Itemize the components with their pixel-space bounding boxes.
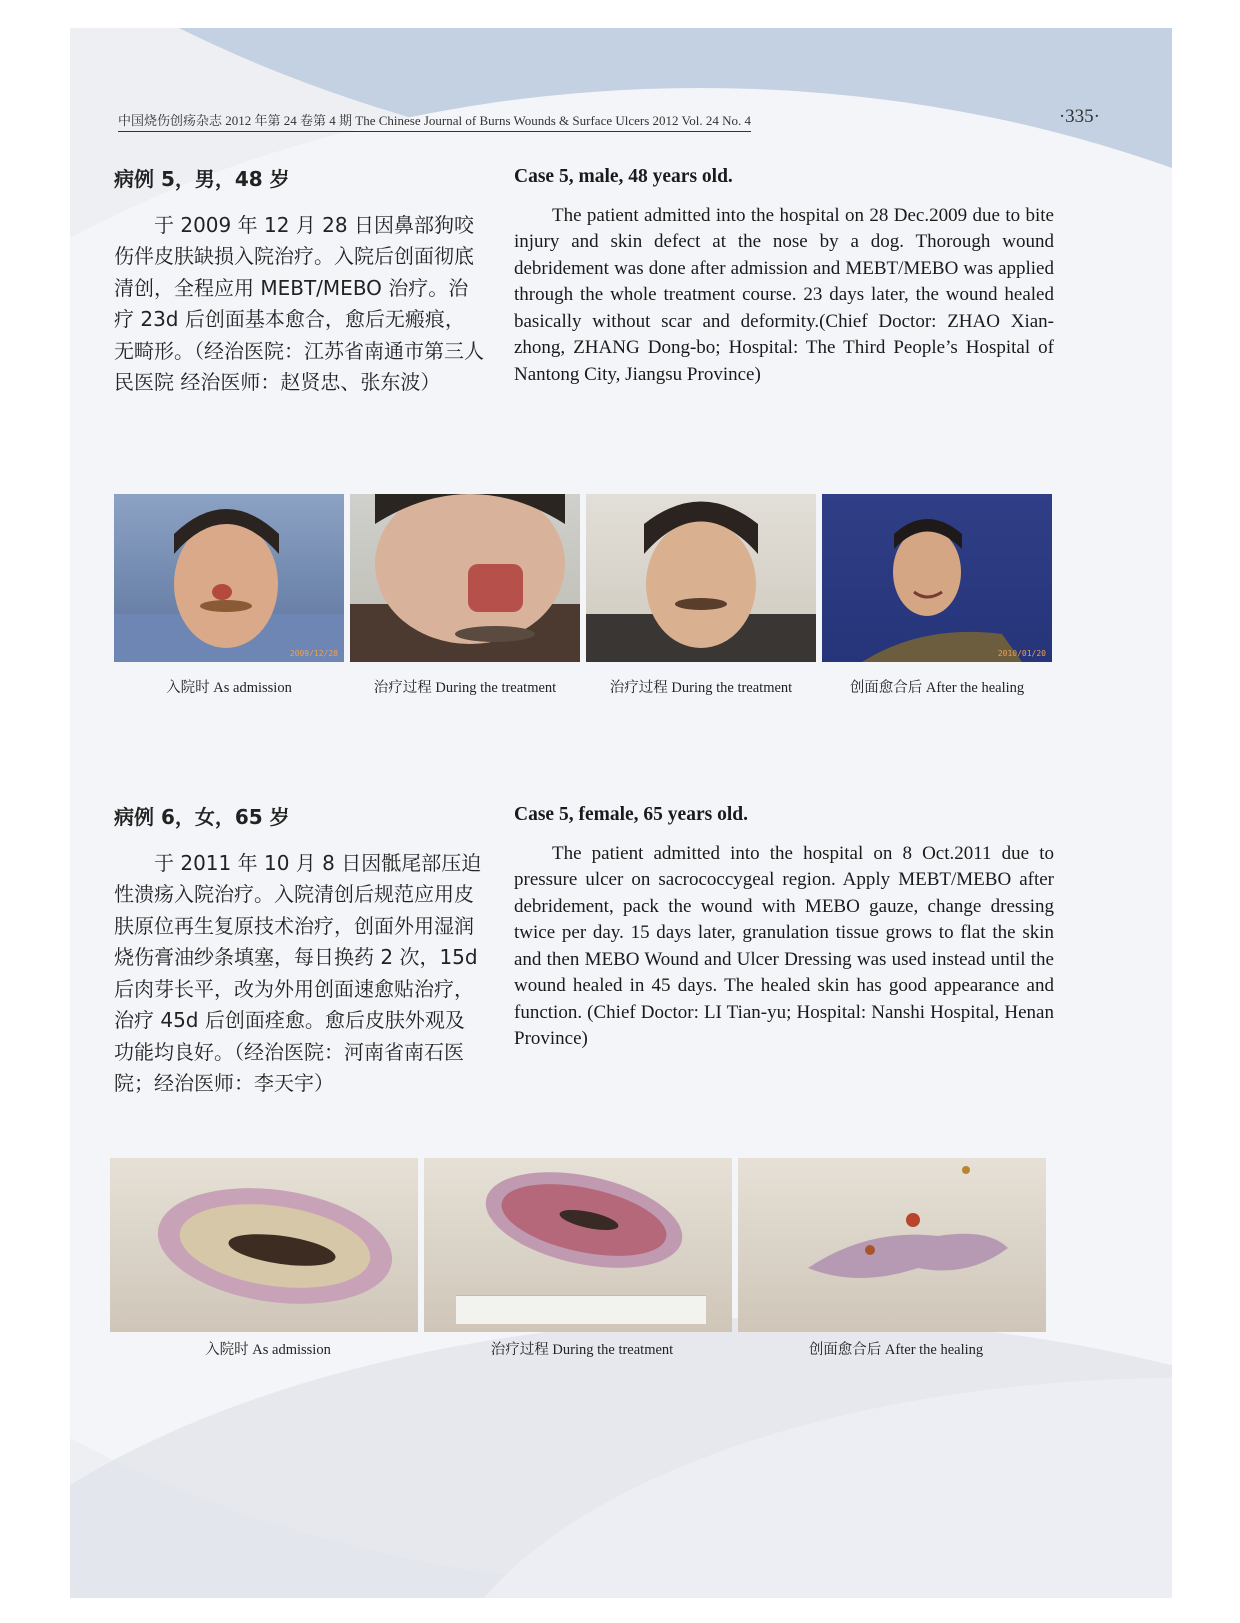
case-5 — [114, 164, 1128, 696]
case-6-chinese — [114, 802, 484, 1100]
caption-admission: 入院时 As admission — [166, 680, 292, 696]
case-6-title-en: Case 5, female, 65 years old. — [514, 804, 748, 825]
case-5-chinese — [114, 164, 484, 399]
photo-after-healing — [822, 494, 1052, 662]
wound-illustration — [110, 1158, 418, 1332]
face-illustration — [586, 494, 816, 662]
case-6-english — [514, 802, 1054, 1053]
face-illustration — [114, 494, 344, 662]
case-6-body-cn: 于 2011 年 10 月 8 日因骶尾部压迫性溃疡入院治疗。入院清创后规范应用皮肤原位再生复原技术治疗，创面外用湿润烧伤膏油纱条填塞，每日换药 2 次，15d 后肉芽长平，改为外用创面速愈贴治疗，治疗 45d 后创面痊愈。愈后皮肤外观及功能均良好。（经治医院：河南省南石医院；经治医师：李天宇） — [114, 850, 482, 1095]
date-stamp: 2009/12/28 — [289, 649, 338, 658]
caption-during-treatment: 治疗过程 During the treatment — [490, 1342, 674, 1358]
case-6-body-en: The patient admitted into the hospital on 8 Oct.2011 due to pressure ulcer on sacrococcygeal region. Apply MEBT/MEBO after debridement, pack the wound with MEBO gauze, change dressing twice per day. 15 days later, granulation tissue grows to flat the skin and then MEBO Wound and Ulcer Dressing was used instead until the wound healed in 45 days. The healed skin has good appearance and function. (Chief Doctor: LI Tian-yu; Hospital: Nanshi Hospital, Henan Province) — [514, 842, 1054, 1049]
case-5-title-cn: 病例 5，男，48 岁 — [114, 167, 290, 191]
case-6-photo-row — [110, 1158, 1046, 1332]
photo-during-treatment-1 — [350, 494, 580, 662]
photo-wound-after-healing — [738, 1158, 1046, 1332]
photo-during-treatment-2 — [586, 494, 816, 662]
caption-during-treatment: 治疗过程 During the treatment — [373, 680, 557, 696]
measuring-ruler — [456, 1295, 706, 1324]
caption-after-healing: 创面愈合后 After the healing — [808, 1342, 984, 1358]
case-5-body-en: The patient admitted into the hospital on 28 Dec.2009 due to bite injury and skin defect at the nose by a dog. Thorough wound debridement was done after admission and MEBT/MEBO was applied through the whole treatment course. 23 days later, the wound healed basically without scar and deformity.(Chief Doctor: ZHAO Xian-zhong, ZHANG Dong-bo; Hospital: The Third People’s Hospital of Nantong City, Jiangsu Province) — [514, 204, 1054, 385]
case-5-body-cn: 于 2009 年 12 月 28 日因鼻部狗咬伤伴皮肤缺损入院治疗。入院后创面彻底清创，全程应用 MEBT/MEBO 治疗。治疗 23d 后创面基本愈合，愈后无瘢痕，无畸形。（经治医院：江苏省南通市第三人民医院 经治医师：赵贤忠、张东波） — [114, 212, 484, 394]
case-5-photo-row — [114, 494, 1052, 662]
case-5-english — [514, 164, 1054, 388]
caption-admission: 入院时 As admission — [205, 1342, 331, 1358]
case-5-title-en: Case 5, male, 48 years old. — [514, 166, 733, 187]
running-header — [118, 106, 1118, 136]
journal-page — [70, 28, 1172, 1598]
date-stamp: 2010/01/20 — [997, 649, 1046, 658]
photo-wound-during-treatment — [424, 1158, 732, 1332]
case-6-title-cn: 病例 6，女，65 岁 — [114, 805, 290, 829]
case-6 — [114, 802, 1128, 1382]
page-number: ·335· — [1058, 106, 1100, 127]
caption-during-treatment: 治疗过程 During the treatment — [609, 680, 793, 696]
journal-header: 中国烧伤创疡杂志 2012 年第 24 卷第 4 期 The Chinese Journal of Burns Wounds & Surface Ulcers 2012 Vol. 24 No. 4 — [118, 110, 751, 132]
face-illustration — [350, 494, 580, 662]
caption-after-healing: 创面愈合后 After the healing — [849, 680, 1025, 696]
photo-wound-admission — [110, 1158, 418, 1332]
wound-illustration — [738, 1158, 1046, 1332]
face-illustration — [822, 494, 1052, 662]
photo-admission — [114, 494, 344, 662]
